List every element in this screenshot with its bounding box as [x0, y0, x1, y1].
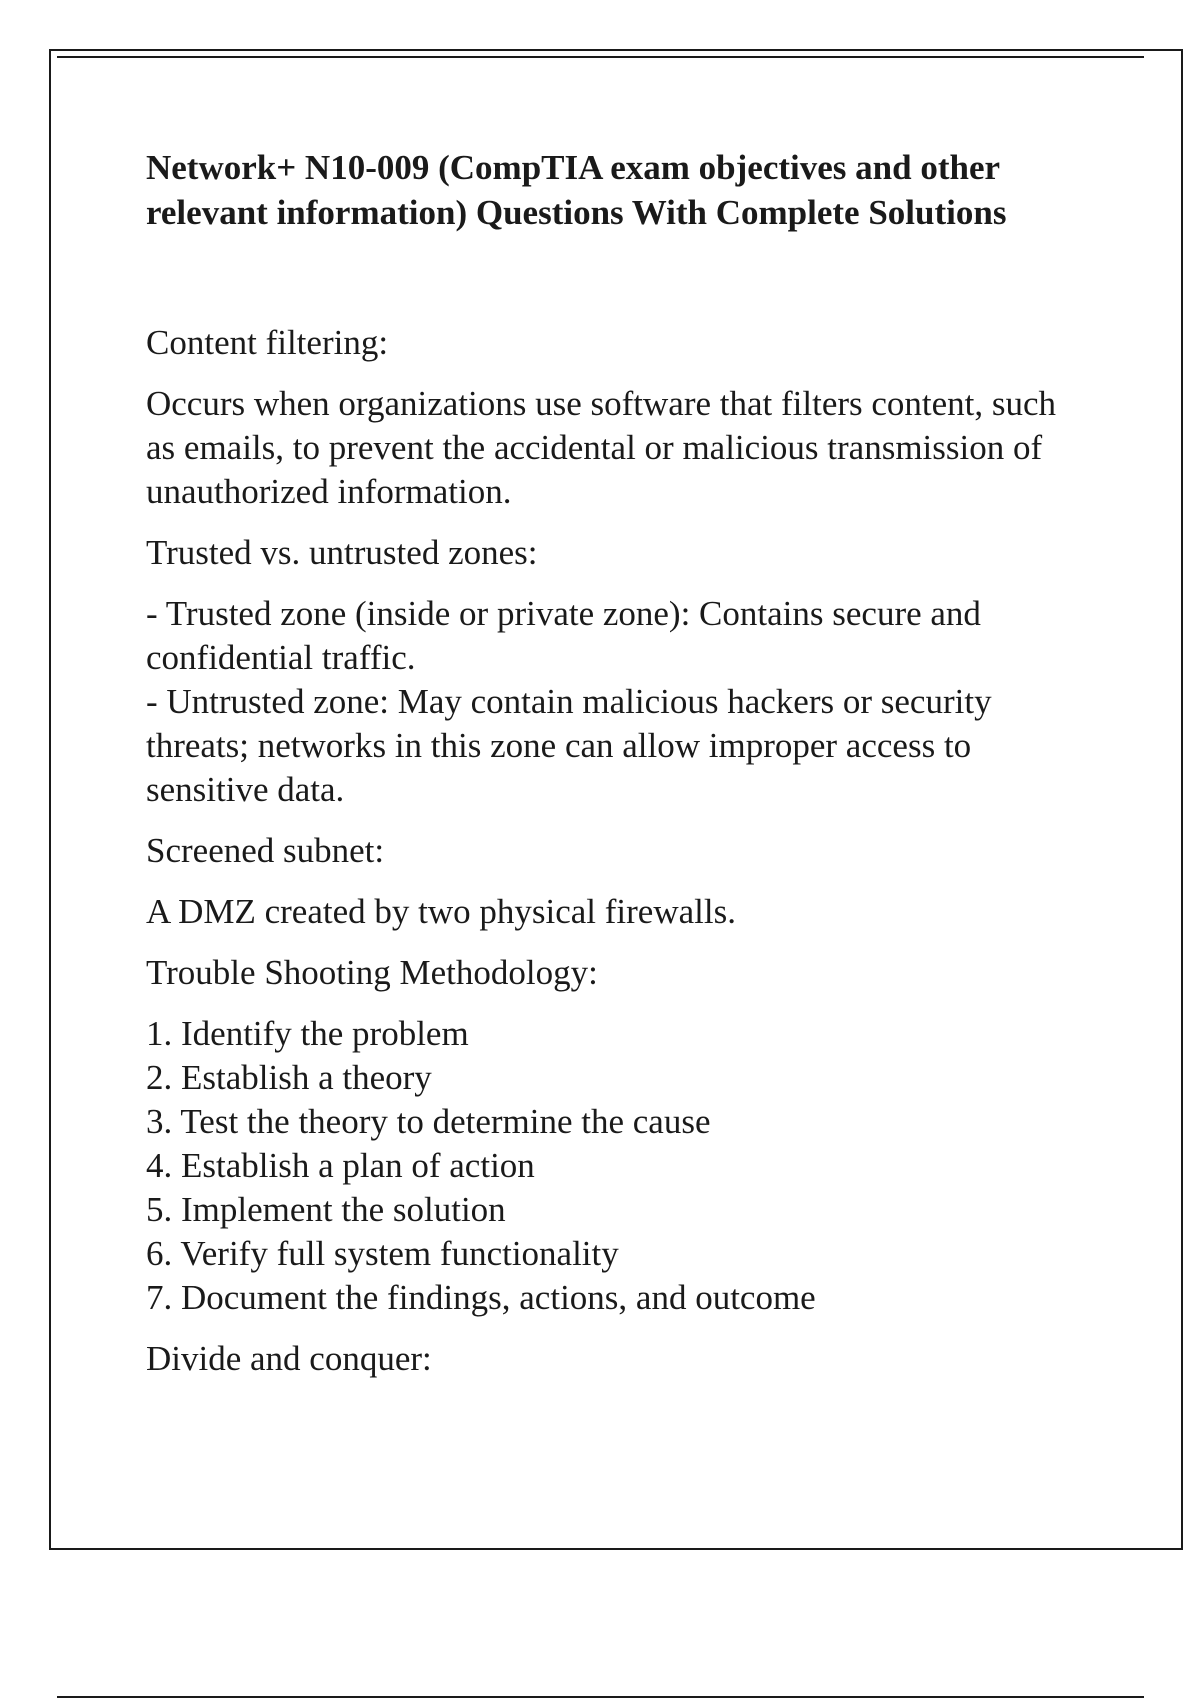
- definition-screened-subnet: [146, 890, 1076, 934]
- methodology-step: 6. Verify full system functionality: [146, 1234, 619, 1273]
- term-divide-and-conquer: Divide and conquer:: [146, 1339, 432, 1378]
- methodology-step: 4. Establish a plan of action: [146, 1146, 535, 1185]
- term-trusted-vs-untrusted-zones: Trusted vs. untrusted zones:: [146, 533, 538, 572]
- methodology-step: 7. Document the findings, actions, and outcome: [146, 1278, 816, 1317]
- definition-content-filtering: [146, 382, 1076, 514]
- definition-line: Occurs when organizations use software that filters content, such as emails, to prevent the accidental or malicious transmission of unauthorized information.: [146, 384, 1057, 511]
- methodology-step: 3. Test the theory to determine the cause: [146, 1102, 711, 1141]
- definition-line: A DMZ created by two physical firewalls.: [146, 892, 736, 931]
- definition-line: - Untrusted zone: May contain malicious hackers or security threats; networks in this zone can allow improper access to sensitive data.: [146, 682, 992, 809]
- bottom-rule: [57, 1696, 1144, 1698]
- definition-line: - Trusted zone (inside or private zone): Contains secure and confidential traffic.: [146, 594, 981, 677]
- term-screened-subnet: Screened subnet:: [146, 831, 385, 870]
- methodology-step: 2. Establish a theory: [146, 1058, 432, 1097]
- document-body: [146, 145, 1076, 1398]
- methodology-step: 1. Identify the problem: [146, 1014, 469, 1053]
- definition-trouble-shooting-methodology: [146, 1012, 1076, 1320]
- document-title: Network+ N10-009 (CompTIA exam objectives and other relevant information) Questions With Complete Solutions: [146, 148, 1007, 232]
- definition-trusted-vs-untrusted-zones: [146, 592, 1076, 812]
- methodology-step: 5. Implement the solution: [146, 1190, 506, 1229]
- term-content-filtering: Content filtering:: [146, 323, 389, 362]
- term-trouble-shooting-methodology: Trouble Shooting Methodology:: [146, 953, 598, 992]
- top-rule: [57, 56, 1144, 58]
